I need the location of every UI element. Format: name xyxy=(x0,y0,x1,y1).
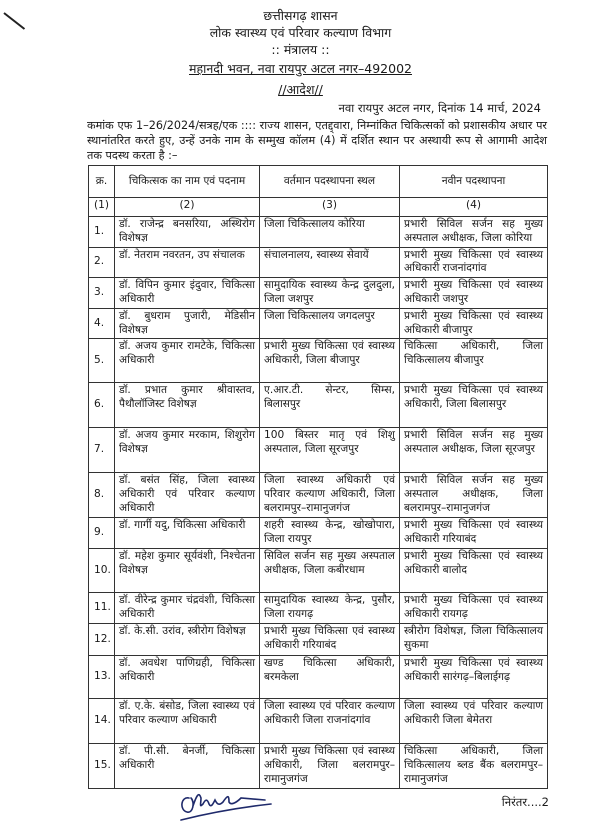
table-row xyxy=(89,308,548,339)
doctor-name-cell: डॉ. महेश कुमार सूर्यवंशी, निश्चेतना विशेषज्ञ xyxy=(115,549,260,593)
current-posting-cell: प्रभारी मुख्य चिकित्सा एवं स्वास्थ्य अधिकारी गरियाबंद xyxy=(260,623,400,655)
doctor-name-cell: डॉ. बसंत सिंह, जिला स्वास्थ्य अधिकारी एवं परिवार कल्याण अधिकारी xyxy=(115,473,260,518)
current-posting-cell: संचालनालय, स्वास्थ्य सेवायें xyxy=(260,247,400,278)
table-row xyxy=(89,623,548,655)
transfer-table xyxy=(88,165,548,789)
table-row xyxy=(89,383,548,428)
new-posting-cell: प्रभारी मुख्य चिकित्सा एवं स्वास्थ्य अधिकारी सारंगढ़–बिलाईगढ़ xyxy=(400,655,548,698)
serial-cell: 10. xyxy=(89,549,115,593)
doctor-name-cell: डॉ. नेतराम नवरतन, उप संचालक xyxy=(115,247,260,278)
department-title: लोक स्वास्थ्य एवं परिवार कल्याण विभाग xyxy=(209,25,392,40)
serial-cell: 11. xyxy=(89,593,115,624)
new-posting-cell: प्रभारी सिविल सर्जन सह मुख्य अस्पताल अधीक्षक, जिला बलरामपुर–रामानुजगंज xyxy=(400,473,548,518)
table-row xyxy=(89,518,548,549)
new-posting-cell: प्रभारी मुख्य चिकित्सा एवं स्वास्थ्य अधिकारी बालोद xyxy=(400,549,548,593)
serial-cell: 15. xyxy=(89,743,115,788)
new-posting-cell: प्रभारी मुख्य चिकित्सा एवं स्वास्थ्य अधिकारी गरियाबंद xyxy=(400,518,548,549)
new-posting-cell: प्रभारी मुख्य चिकित्सा एवं स्वास्थ्य अधिकारी जशपुर xyxy=(400,278,548,309)
col-number-2: (2) xyxy=(115,198,260,217)
address-line: महानदी भवन, नवा रायपुर अटल नगर–492002 xyxy=(189,61,412,76)
doctor-name-cell: डॉ. बुधराम पुजारी, मेडिसीन विशेषज्ञ xyxy=(115,308,260,339)
doctor-name-cell: डॉ. के.सी. उरांव, स्त्रीरोग विशेषज्ञ xyxy=(115,623,260,655)
serial-cell: 3. xyxy=(89,278,115,309)
new-posting-cell: प्रभारी मुख्य चिकित्सा एवं स्वास्थ्य अधिकारी बीजापुर xyxy=(400,308,548,339)
new-posting-cell: स्त्रीरोग विशेषज्ञ, जिला चिकित्सालय सुकमा xyxy=(400,623,548,655)
serial-cell: 7. xyxy=(89,428,115,473)
government-title: छत्तीसगढ़ शासन xyxy=(263,8,338,23)
current-posting-cell: जिला स्वास्थ्य एवं परिवार कल्याण अधिकारी जिला राजनांदगांव xyxy=(260,698,400,743)
doctor-name-cell: डॉ. ए.के. बंसोड, जिला स्वास्थ्य एवं परिवार कल्याण अधिकारी xyxy=(115,698,260,743)
date-line: नवा रायपुर अटल नगर, दिनांक 14 मार्च, 2024 xyxy=(338,101,541,115)
current-posting-cell: जिला चिकित्सालय कोरिया xyxy=(260,217,400,248)
doctor-name-cell: डॉ. वीरेन्द्र कुमार चंद्रवंशी, चिकित्सा अधिकारी xyxy=(115,593,260,624)
new-posting-cell: प्रभारी मुख्य चिकित्सा एवं स्वास्थ्य अधिकारी रायगढ़ xyxy=(400,593,548,624)
new-posting-cell: प्रभारी सिविल सर्जन सह मुख्य अस्पताल अधीक्षक, जिला सूरजपुर xyxy=(400,428,548,473)
doctor-name-cell: डॉ. विपिन कुमार इंदुवार, चिकित्सा अधिकारी xyxy=(115,278,260,309)
new-posting-cell: प्रभारी सिविल सर्जन सह मुख्य अस्पताल अधीक्षक, जिला कोरिया xyxy=(400,217,548,248)
new-posting-cell: चिकित्सा अधिकारी, जिला चिकित्सालय बीजापुर xyxy=(400,339,548,383)
signature xyxy=(175,784,295,824)
column-number-row xyxy=(89,198,548,217)
table-row xyxy=(89,247,548,278)
current-posting-cell: सामुदायिक स्वास्थ्य केन्द्र दुलदुला, जिला जशपुर xyxy=(260,278,400,309)
current-posting-cell: प्रभारी मुख्य चिकित्सा एवं स्वास्थ्य अधिकारी, जिला बीजापुर xyxy=(260,339,400,383)
current-posting-cell: प्रभारी मुख्य चिकित्सा एवं स्वास्थ्य अधिकारी, जिला बलरामपुर– रामानुजगंज xyxy=(260,743,400,788)
header-current-posting: वर्तमान पदस्थापना स्थल xyxy=(260,166,400,198)
current-posting-cell: खण्ड चिकित्सा अधिकारी, बरमकेला xyxy=(260,655,400,698)
continued-note: निरंतर....2 xyxy=(501,795,549,809)
table-row xyxy=(89,743,548,788)
current-posting-cell: ए.आर.टी. सेन्टर, सिम्स, बिलासपुर xyxy=(260,383,400,428)
table-row xyxy=(89,698,548,743)
serial-cell: 8. xyxy=(89,473,115,518)
serial-cell: 9. xyxy=(89,518,115,549)
col-number-4: (4) xyxy=(400,198,548,217)
current-posting-cell: सिविल सर्जन सह मुख्य अस्पताल अधीक्षक, जिला कबीरधाम xyxy=(260,549,400,593)
ministry-label: :: मंत्रालय :: xyxy=(271,42,330,57)
table-row xyxy=(89,473,548,518)
serial-cell: 12. xyxy=(89,623,115,655)
order-heading: //आदेश// xyxy=(278,82,323,97)
doctor-name-cell: डॉ. अजय कुमार मरकाम, शिशुरोग विशेषज्ञ xyxy=(115,428,260,473)
header-new-posting: नवीन पदस्थापना xyxy=(400,166,548,198)
doctor-name-cell: डॉ. अजय कुमार रामटेके, चिकित्सा अधिकारी xyxy=(115,339,260,383)
serial-cell: 6. xyxy=(89,383,115,428)
current-posting-cell: शहरी स्वास्थ्य केन्द्र, खोखोपारा, जिला रायपुर xyxy=(260,518,400,549)
serial-cell: 4. xyxy=(89,308,115,339)
serial-cell: 1. xyxy=(89,217,115,248)
new-posting-cell: जिला स्वास्थ्य एवं परिवार कल्याण अधिकारी जिला बेमेतरा xyxy=(400,698,548,743)
header-serial: क्र. xyxy=(89,166,115,198)
table-row xyxy=(89,655,548,698)
new-posting-cell: प्रभारी मुख्य चिकित्सा एवं स्वास्थ्य अधिकारी राजनांदगांव xyxy=(400,247,548,278)
doctor-name-cell: डॉ. प्रभात कुमार श्रीवास्तव, पैथौलॉजिस्ट विशेषज्ञ xyxy=(115,383,260,428)
table-header-row xyxy=(89,166,548,198)
table-row xyxy=(89,278,548,309)
serial-cell: 2. xyxy=(89,247,115,278)
col-number-3: (3) xyxy=(260,198,400,217)
order-intro-paragraph: कमांक एफ 1–26/2024/सत्रह/एक :::: राज्य शासन, एतद्द्वारा, निम्नांकित चिकित्सकों को प्रशासकीय अधार पर स्थानांतरित करते हुए, उन्हें उनके नाम के सम्मुख कॉलम (4) में दर्शित स्थान पर अस्थायी रूप से आगामी आदेश तक पदस्थ करता है :– xyxy=(87,119,547,162)
doctor-name-cell: डॉ. अवधेश पाणिग्रही, चिकित्सा अधिकारी xyxy=(115,655,260,698)
table-row xyxy=(89,217,548,248)
serial-cell: 5. xyxy=(89,339,115,383)
col-number-1: (1) xyxy=(89,198,115,217)
new-posting-cell: प्रभारी मुख्य चिकित्सा एवं स्वास्थ्य अधिकारी, जिला बिलासपुर xyxy=(400,383,548,428)
current-posting-cell: 100 बिस्तर मातृ एवं शिशु अस्पताल, जिला सूरजपुर xyxy=(260,428,400,473)
new-posting-cell: चिकित्सा अधिकारी, जिला चिकित्सालय ब्लड बैंक बलरामपुर–रामानुजगंज xyxy=(400,743,548,788)
current-posting-cell: जिला चिकित्सालय जगदलपुर xyxy=(260,308,400,339)
doctor-name-cell: डॉ. राजेन्द्र बनसरिया, अस्थिरोग विशेषज्ञ xyxy=(115,217,260,248)
table-row xyxy=(89,428,548,473)
table-row xyxy=(89,339,548,383)
current-posting-cell: जिला स्वास्थ्य अधिकारी एवं परिवार कल्याण अधिकारी, जिला बलरामपुर–रामानुजगंज xyxy=(260,473,400,518)
doctor-name-cell: डॉ. पी.सी. बेनर्जी, चिकित्सा अधिकारी xyxy=(115,743,260,788)
serial-cell: 13. xyxy=(89,655,115,698)
doctor-name-cell: डॉ. गार्गी यदु, चिकित्सा अधिकारी xyxy=(115,518,260,549)
table-row xyxy=(89,593,548,624)
serial-cell: 14. xyxy=(89,698,115,743)
header-doctor-name: चिकित्सक का नाम एवं पदनाम xyxy=(115,166,260,198)
table-row xyxy=(89,549,548,593)
current-posting-cell: सामुदायिक स्वास्थ्य केन्द्र, पुसौर, जिला रायगढ़ xyxy=(260,593,400,624)
